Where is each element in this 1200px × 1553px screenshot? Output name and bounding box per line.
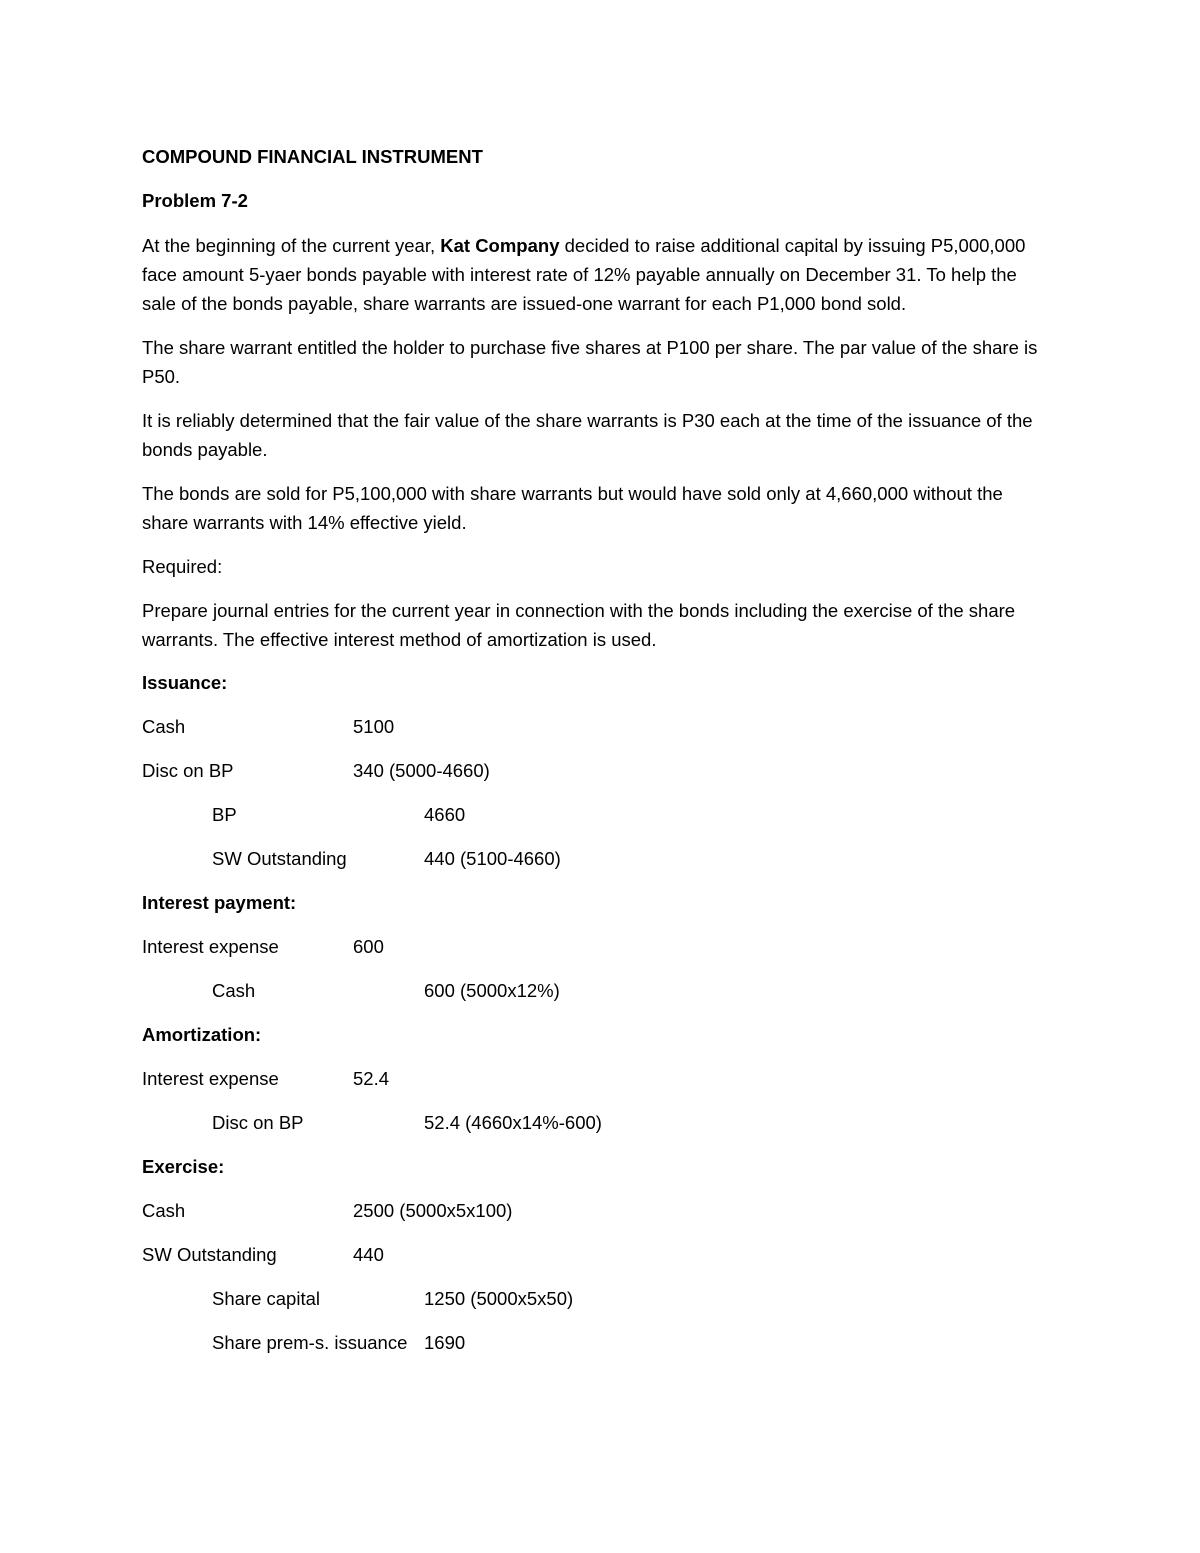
journal-row — [142, 1241, 1052, 1285]
debit-amount: 5100 — [353, 716, 395, 737]
account-name: Share capital — [212, 1288, 320, 1309]
debit-amount: 600 — [353, 936, 384, 957]
required-label: Required: — [142, 556, 223, 577]
required-text: Prepare journal entries for the current year in connection with the bonds including the exercise of the share warrants. The effective interest method of amortization is used. — [142, 600, 1016, 650]
credit-amount: 600 (5000x12%) — [424, 980, 560, 1001]
credit-amount: 4660 — [424, 804, 466, 825]
journal-row — [142, 713, 1052, 757]
account-name: Share prem-s. issuance — [212, 1332, 408, 1353]
account-name: Cash — [212, 980, 256, 1001]
journal-row — [142, 933, 1052, 977]
journal-row — [142, 977, 1052, 1021]
journal-row — [142, 1329, 1052, 1373]
document-content — [142, 143, 1052, 1373]
journal-row — [142, 757, 1052, 801]
account-name: Cash — [142, 1200, 186, 1221]
credit-amount: 52.4 (4660x14%-600) — [424, 1112, 602, 1133]
document-title: COMPOUND FINANCIAL INSTRUMENT — [142, 146, 483, 167]
company-name: Kat Company — [440, 235, 560, 256]
journal-row — [142, 1197, 1052, 1241]
exercise-heading: Exercise: — [142, 1156, 225, 1177]
debit-amount: 340 (5000-4660) — [353, 760, 490, 781]
problem-paragraph-2: The share warrant entitled the holder to purchase five shares at P100 per share. The par value of the share is P50. — [142, 337, 1038, 387]
account-name: Disc on BP — [142, 760, 234, 781]
issuance-heading: Issuance: — [142, 672, 228, 693]
journal-row — [142, 801, 1052, 845]
account-name: SW Outstanding — [142, 1244, 277, 1265]
debit-amount: 52.4 — [353, 1068, 390, 1089]
interest-heading: Interest payment: — [142, 892, 297, 913]
problem-paragraph-3: It is reliably determined that the fair value of the share warrants is P30 each at the time of the issuance of the bonds payable. — [142, 410, 1033, 460]
account-name: Interest expense — [142, 1068, 279, 1089]
credit-amount: 1250 (5000x5x50) — [424, 1288, 574, 1309]
journal-row — [142, 1065, 1052, 1109]
account-name: Disc on BP — [212, 1112, 304, 1133]
credit-amount: 1690 — [424, 1332, 466, 1353]
problem-number: Problem 7-2 — [142, 190, 248, 211]
credit-amount: 440 (5100-4660) — [424, 848, 561, 869]
account-name: Interest expense — [142, 936, 279, 957]
account-name: BP — [212, 804, 237, 825]
journal-row — [142, 1285, 1052, 1329]
debit-amount: 440 — [353, 1244, 384, 1265]
amortization-heading: Amortization: — [142, 1024, 262, 1045]
account-name: SW Outstanding — [212, 848, 347, 869]
debit-amount: 2500 (5000x5x100) — [353, 1200, 513, 1221]
journal-row — [142, 1109, 1052, 1153]
journal-row — [142, 845, 1052, 889]
account-name: Cash — [142, 716, 186, 737]
problem-paragraph-1: At the beginning of the current year, Kat Company decided to raise additional capital by issuing P5,000,000 face amount 5-yaer bonds payable with interest rate of 12% payable annually on December 31. To help the sale of the bonds payable, share warrants are issued-one warrant for each P1,000 bond sold. — [142, 235, 1026, 314]
problem-paragraph-4: The bonds are sold for P5,100,000 with share warrants but would have sold only at 4,660,000 without the share warrants with 14% effective yield. — [142, 483, 1003, 533]
